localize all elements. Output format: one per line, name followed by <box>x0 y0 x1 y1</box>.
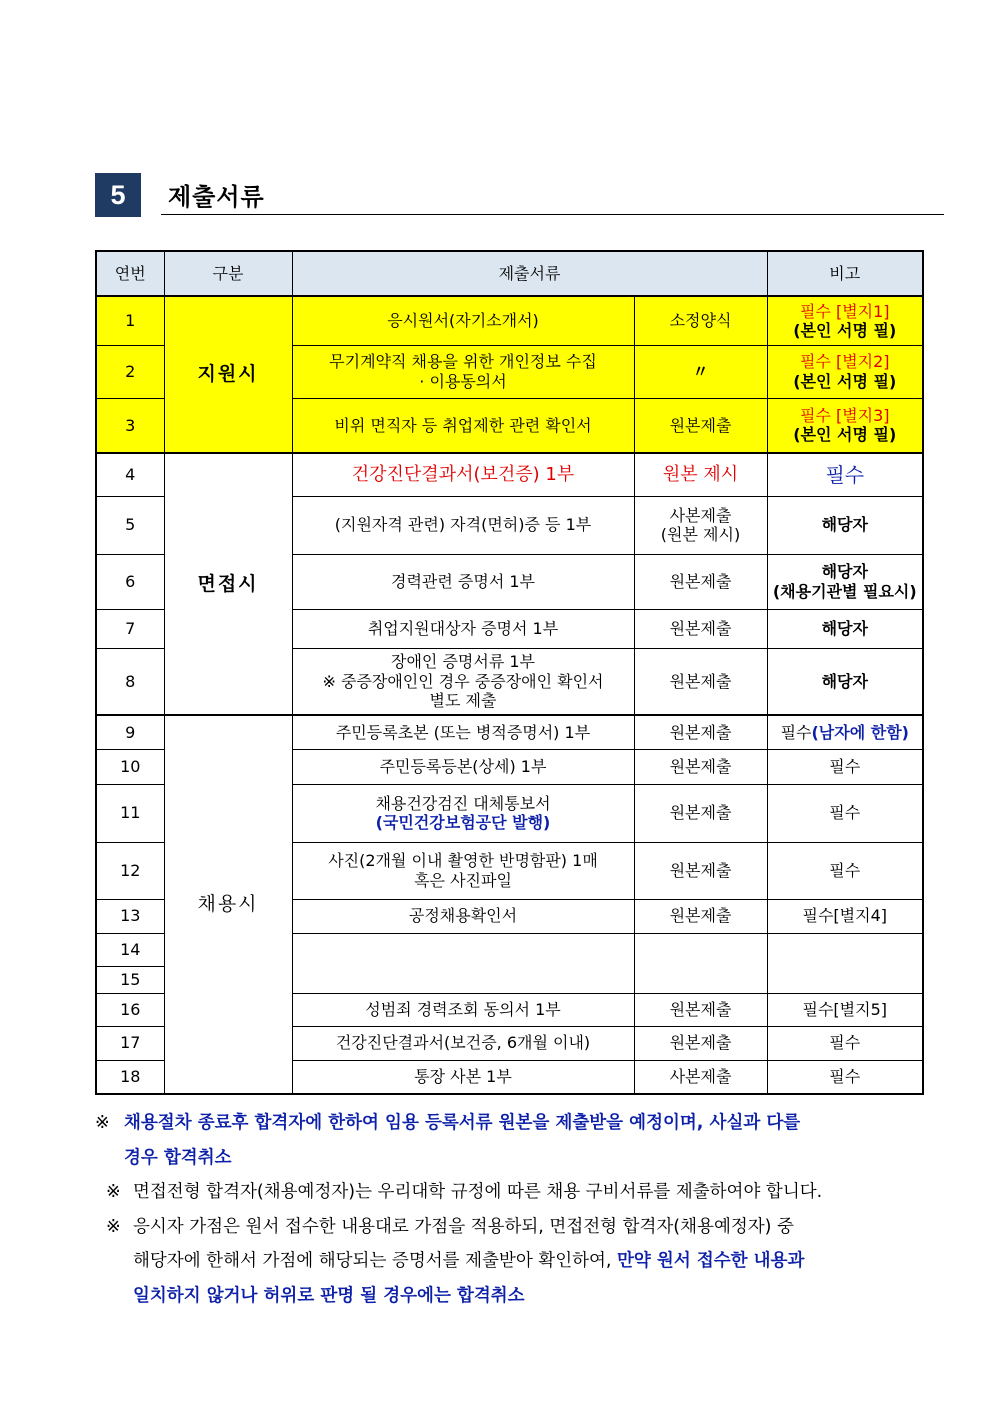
row-no: 12 <box>96 842 164 899</box>
row-doc: 공정채용확인서 <box>292 899 634 933</box>
row-no: 13 <box>96 899 164 933</box>
row-type: 〃 <box>634 345 767 398</box>
row-type <box>634 496 767 554</box>
note-documents <box>95 1175 925 1210</box>
row-type: 소정양식 <box>634 296 767 345</box>
row-no: 5 <box>96 496 164 554</box>
row-doc: (지원자격 관련) 자격(면허)증 등 1부 <box>292 496 634 554</box>
doc-line: 채용건강검진 대체통보서 <box>375 793 551 813</box>
note-line: 면접전형 합격자(채용예정자)는 우리대학 규정에 따른 채용 구비서류를 제출하여야 합니다. <box>133 1182 823 1202</box>
header-no: 연번 <box>96 251 164 296</box>
row-no: 9 <box>96 715 164 749</box>
row-doc: 비위 면직자 등 취업제한 관련 확인서 <box>292 398 634 453</box>
note-mark: ※ <box>95 1113 110 1133</box>
remark-required: 필수 [별지3] <box>799 406 890 426</box>
type-line: 사본제출 <box>669 505 732 525</box>
note-line: 응시자 가점은 원서 접수한 내용대로 가점을 적용하되, 면접전형 합격자(채용예정자) 중 <box>133 1216 794 1237</box>
row-remark: 해당자 <box>767 496 923 554</box>
row-type-empty <box>634 933 767 993</box>
row-doc: 경력관련 증명서 1부 <box>292 554 634 609</box>
row-remark: 필수 <box>767 842 923 899</box>
row-remark: 필수 <box>767 1060 923 1094</box>
row-remark <box>767 715 923 749</box>
row-doc: 응시원서(자기소개서) <box>292 296 634 345</box>
row-no: 4 <box>96 453 164 496</box>
remark-required: 필수 [별지1] <box>799 301 890 321</box>
row-type: 원본제출 <box>634 842 767 899</box>
section-header <box>95 173 944 217</box>
row-type: 원본제출 <box>634 749 767 784</box>
note-cancellation <box>95 1106 925 1175</box>
remark-required: 필수 <box>780 722 812 742</box>
row-doc: 건강진단결과서(보건증, 6개월 이내) <box>292 1026 634 1060</box>
row-doc: 주민등록등본(상세) 1부 <box>292 749 634 784</box>
note-bonus-points <box>95 1210 925 1314</box>
doc-line: 무기계약직 채용을 위한 개인정보 수집 <box>329 352 597 372</box>
row-type: 원본제출 <box>634 648 767 715</box>
row-no: 16 <box>96 993 164 1026</box>
row-no: 6 <box>96 554 164 609</box>
row-type: 원본제출 <box>634 554 767 609</box>
row-remark: 필수 <box>767 1026 923 1060</box>
doc-line: 사진(2개월 이내 촬영한 반명함판) 1매 <box>328 851 598 871</box>
row-type: 원본제출 <box>634 784 767 842</box>
row-remark: 필수[별지5] <box>767 993 923 1026</box>
documents-table <box>95 250 924 1095</box>
row-type: 원본제출 <box>634 609 767 648</box>
row-remark: 해당자 <box>767 609 923 648</box>
note-warning-line: 일치하지 않거나 허위로 판명 될 경우에는 합격취소 <box>133 1285 525 1306</box>
row-no: 2 <box>96 345 164 398</box>
row-no: 14 <box>96 933 164 966</box>
row-doc: 통장 사본 1부 <box>292 1060 634 1094</box>
row-type: 원본제출 <box>634 899 767 933</box>
row-remark: 필수 <box>767 453 923 496</box>
row-no: 3 <box>96 398 164 453</box>
note-warning: 만약 원서 접수한 내용과 <box>617 1251 805 1271</box>
row-type: 원본제출 <box>634 1026 767 1060</box>
row-remark: 필수 <box>767 749 923 784</box>
note-text: 해당자에 한해서 가점에 해당되는 증명서를 제출받아 확인하여, <box>133 1251 618 1271</box>
table-row <box>96 296 923 345</box>
table-header-row <box>96 251 923 296</box>
note-mark: ※ <box>106 1216 121 1237</box>
doc-line-issuer: (국민건강보험공단 발행) <box>375 813 551 832</box>
group-interview: 면접시 <box>164 453 292 715</box>
note-mark: ※ <box>106 1182 121 1202</box>
row-no: 7 <box>96 609 164 648</box>
row-doc <box>292 648 634 715</box>
doc-line: 혹은 사진파일 <box>414 870 512 890</box>
doc-line: ※ 중증장애인인 경우 중증장애인 확인서 <box>322 671 604 691</box>
remark-sign: (본인 서명 필) <box>793 425 897 445</box>
row-no: 10 <box>96 749 164 784</box>
row-doc: 성범죄 경력조회 동의서 1부 <box>292 993 634 1026</box>
remark-line: (채용기관별 필요시) <box>772 581 917 601</box>
row-no: 15 <box>96 966 164 993</box>
row-doc: 취업지원대상자 증명서 1부 <box>292 609 634 648</box>
note-line: 경우 합격취소 <box>124 1147 232 1168</box>
group-apply: 지원시 <box>164 296 292 453</box>
row-no: 8 <box>96 648 164 715</box>
row-type: 원본제출 <box>634 993 767 1026</box>
row-remark <box>767 398 923 453</box>
section-number: 5 <box>95 173 141 217</box>
doc-line: · 이용동의서 <box>419 371 507 391</box>
row-no: 11 <box>96 784 164 842</box>
header-documents: 제출서류 <box>292 251 767 296</box>
row-type: 원본 제시 <box>634 453 767 496</box>
row-no: 18 <box>96 1060 164 1094</box>
section-divider <box>161 214 944 215</box>
row-remark-empty <box>767 933 923 993</box>
note-line: 채용절차 종료후 합격자에 한하여 임용 등록서류 원본을 제출받을 예정이며, 사실과 다를 <box>124 1113 801 1133</box>
row-remark <box>767 296 923 345</box>
remark-sign: (본인 서명 필) <box>793 371 897 391</box>
notes <box>95 1106 925 1313</box>
remark-male-only: (남자에 한함) <box>811 722 909 742</box>
row-doc <box>292 842 634 899</box>
row-remark: 필수[별지4] <box>767 899 923 933</box>
note-line <box>133 1244 925 1279</box>
row-doc <box>292 784 634 842</box>
doc-line: 장애인 증명서류 1부 <box>391 652 535 672</box>
row-doc: 건강진단결과서(보건증) 1부 <box>292 453 634 496</box>
remark-required: 필수 [별지2] <box>799 352 890 372</box>
row-type: 사본제출 <box>634 1060 767 1094</box>
row-doc <box>292 345 634 398</box>
row-remark: 필수 <box>767 784 923 842</box>
section-title: 제출서류 <box>168 183 265 211</box>
table-row <box>96 453 923 496</box>
row-remark <box>767 554 923 609</box>
row-no: 1 <box>96 296 164 345</box>
remark-line: 해당자 <box>821 562 868 582</box>
row-type: 원본제출 <box>634 398 767 453</box>
header-category: 구분 <box>164 251 292 296</box>
type-line: (원본 제시) <box>660 525 741 544</box>
row-doc: 주민등록초본 (또는 병적증명서) 1부 <box>292 715 634 749</box>
row-no: 17 <box>96 1026 164 1060</box>
row-type: 원본제출 <box>634 715 767 749</box>
row-remark <box>767 345 923 398</box>
remark-sign: (본인 서명 필) <box>793 320 897 340</box>
header-remarks: 비고 <box>767 251 923 296</box>
row-doc-empty <box>292 933 634 993</box>
doc-line: 별도 제출 <box>429 690 497 710</box>
table-row <box>96 715 923 749</box>
group-hire: 채용시 <box>164 715 292 1094</box>
row-remark: 해당자 <box>767 648 923 715</box>
